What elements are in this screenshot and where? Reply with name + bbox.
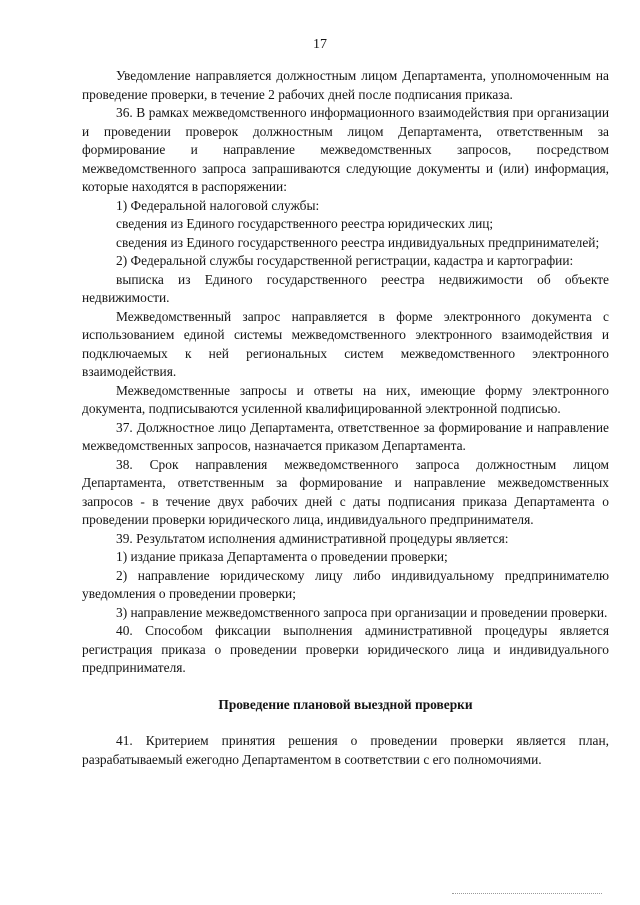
section-heading: Проведение плановой выездной проверки — [218, 696, 473, 712]
paragraph-notice: Уведомление направляется должностным лицом Департамента, уполномоченным на проведение проверки, в течение 2 рабочих дней после подписания приказа. — [82, 68, 609, 102]
paragraph-38: 38. Срок направления межведомственного запроса должностным лицом Департамента, ответственным за формирование и направление межведомственных запросов - в течение двух рабочих дней с даты подписания приказа Департамента о проведении проверки юридического лица, индивидуального предпринимателя. — [82, 456, 609, 527]
paragraph-signature: Межведомственные запросы и ответы на них, имеющие форму электронного документа, подписываются усиленной квалифицированной электронной подписью. — [82, 382, 609, 416]
list-item-egrn: выписка из Единого государственного реестра недвижимости об объекте недвижимости. — [82, 271, 609, 305]
paragraph-40: 40. Способом фиксации выполнения административной процедуры является регистрация приказа о проведении проверки юридического лица и индивидуального предпринимателя. — [82, 623, 609, 675]
list-item-egrip: сведения из Единого государственного реестра индивидуальных предпринимателей; — [116, 234, 600, 250]
paragraph-37: 37. Должностное лицо Департамента, ответственное за формирование и направление межведомственных запросов, назначается приказом Департамента. — [82, 419, 609, 453]
paragraph-39: 39. Результатом исполнения административной процедуры является: — [116, 530, 509, 546]
document-body — [82, 67, 609, 769]
paragraph-41: 41. Критерием принятия решения о проведении проверки является план, разрабатываемый ежегодно Департаментом в соответствии с его полномочиями. — [82, 733, 609, 767]
footer-dotted-line — [452, 893, 602, 894]
list-item-egrul: сведения из Единого государственного реестра юридических лиц; — [116, 216, 494, 231]
list-item-notification: 2) направление юридическому лицу либо индивидуальному предпринимателю уведомления о проведении проверки; — [82, 567, 609, 601]
list-item-interagency-request: 3) направление межведомственного запроса при организации и проведении проверки. — [116, 604, 608, 620]
paragraph-electronic-request: Межведомственный запрос направляется в форме электронного документа с использованием единой системы межведомственного электронного взаимодействия и подключаемых к ней региональных систем межведомственного электронного взаимодействия. — [82, 308, 609, 379]
list-item-rosreestr: 2) Федеральной службы государственной регистрации, кадастра и картографии: — [116, 253, 574, 268]
list-item-fns: 1) Федеральной налоговой службы: — [116, 197, 320, 213]
list-item-order: 1) издание приказа Департамента о проведении проверки; — [116, 549, 448, 564]
paragraph-36: 36. В рамках межведомственного информационного взаимодействия при организации и проведении проверок должностным лицом Департамента, ответственным за формирование и направление межведомственных запросов, посредством межведомственного запроса запрашиваются следующие документы и (или) информация, которые находятся в распоряжении: — [82, 105, 609, 194]
page-number: 17 — [313, 37, 327, 52]
